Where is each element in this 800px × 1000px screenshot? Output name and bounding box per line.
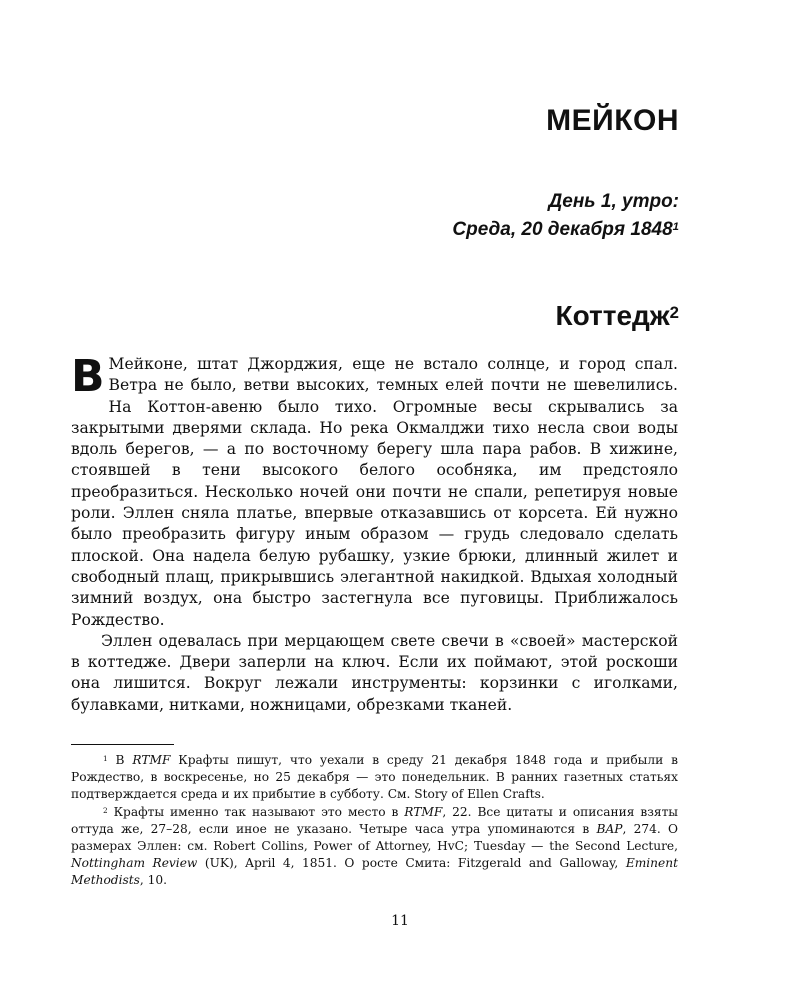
dateline-day: День 1, утро: — [548, 191, 679, 212]
section-title-text: Коттедж — [555, 300, 670, 331]
footnote-2-part-b: , 22. Все цитаты и описания взяты оттуда же, 27–28, если иное не указано. Четыре часа утра упоминаются в — [71, 804, 679, 836]
drop-cap: В — [71, 351, 105, 402]
footnote-2-source-bap: BAP — [596, 821, 623, 836]
footnote-2-number: 2 — [103, 805, 108, 815]
footnote-2-source-methodists: Eminent Methodists — [71, 856, 678, 888]
footnote-2-part-d: (UK), April 4, 1851. О росте Смита: Fitzgerald and Galloway, — [197, 856, 626, 871]
paragraph-2: Эллен одевалась при мерцающем свете свечи в «своей» мастерской в коттедже. Двери заперли на ключ. Если их поймают, этой роскоши она лишится. Вокруг лежали инструменты: корзинки с иголками, булавками, нитками, ножницами, обрезками тканей. — [71, 631, 678, 714]
footnote-2-part-e: , 10. — [139, 873, 168, 888]
footnote-1-source: RTMF — [132, 753, 171, 767]
footnote-1-prefix: В — [115, 753, 133, 767]
footnote-1 — [71, 752, 678, 804]
body-text — [71, 351, 678, 716]
footnotes — [71, 752, 678, 890]
footnote-2-source-rtmf: RTMF — [404, 804, 443, 819]
dateline — [452, 188, 679, 244]
footnote-2-part-c: , 274. О размерах Эллен: см. Robert Collins, Power of Attorney, HvC; Tuesday — the Second Lecture, — [71, 821, 678, 854]
paragraph-1 — [71, 351, 678, 631]
footnote-2 — [71, 804, 678, 890]
dateline-date-text: Среда, 20 декабря 1848 — [452, 219, 673, 240]
dateline-date — [452, 216, 679, 244]
footnote-ref-1[interactable]: 1 — [672, 221, 679, 234]
footnote-ref-2[interactable]: 2 — [669, 303, 679, 323]
footnote-2-source-nottingham: Nottingham Review — [71, 856, 198, 871]
section-title — [556, 300, 679, 332]
footnote-divider — [71, 744, 174, 745]
page-number: 11 — [391, 913, 409, 929]
paragraph-1-text: Мейконе, штат Джорджия, еще не встало солнце, и город спал. Ветра не было, ветви высоких, темных елей почти не шевелились. На Коттон-авеню было тихо. Огромные весы скрывались за закрытыми дверями склада. Но река Окмалджи тихо несла свои воды вдоль берегов, — а по восточному берегу шла пара рабов. В хижине, стоявшей в тени высокого белого особняка, им предстояло преобразиться. Несколько ночей они почти не спали, репетируя новые роли. Эллен сняла платье, впервые отказавшись от корсета. Ей нужно было преобразить фигуру иным образом — грудь следовало сделать плоской. Она надела белую рубашку, узкие брюки, длинный жилет и свободный плащ, прикрывшись элегантной накидкой. Вдыхая холодный зимний воздух, она быстро застегнула все пуговицы. Приближалось Рождество. — [71, 355, 678, 629]
footnote-2-part-a: Крафты именно так называют это место в — [113, 804, 405, 819]
footnote-1-text: Крафты пишут, что уехали в среду 21 декабря 1848 года и прибыли в Рождество, в воскресенье, но 25 декабря — это понедельник. В ранних газетных статьях подтверждается среда и их прибытие в субботу. См. Story of Ellen Crafts. — [71, 753, 678, 802]
footnote-1-number: 1 — [103, 754, 108, 764]
chapter-title: МЕЙКОН — [546, 104, 679, 137]
